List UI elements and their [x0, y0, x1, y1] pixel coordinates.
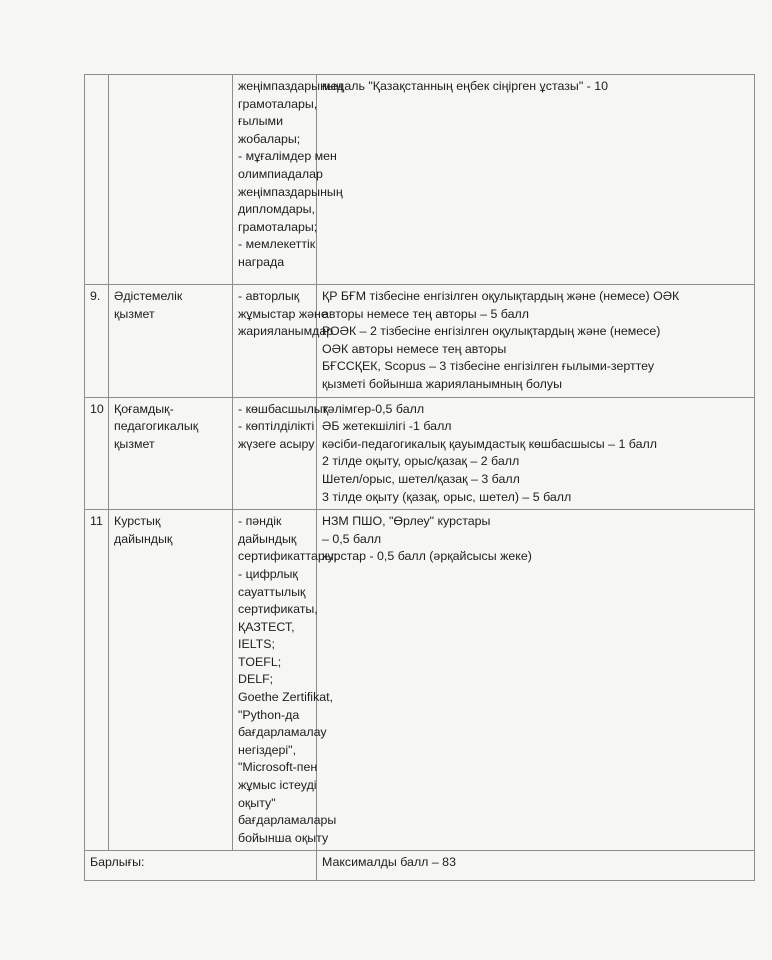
- scores-cell-line: ҚР БҒМ тізбесіне енгізілген оқулықтардың және (немесе) ОӘК: [322, 289, 680, 303]
- category-cell-line: Курстық: [114, 514, 161, 529]
- total-value: Максималды балл – 83: [317, 851, 755, 881]
- documents-cell-line: Goethe Zertifikat,: [238, 690, 334, 705]
- documents-cell-line: жұмыстар және: [238, 306, 328, 321]
- category-cell-line: Қоғамдық-: [114, 401, 174, 416]
- scores-cell-line: авторы немесе тең авторы – 5 балл: [322, 306, 529, 321]
- documents-cell-line: жеңімпаздарының: [238, 79, 343, 93]
- category-cell-line: Әдістемелік: [114, 289, 183, 303]
- documents-cell: [233, 397, 329, 510]
- documents-cell-line: сауаттылық: [238, 584, 306, 599]
- documents-cell-line: бағдарламалары: [238, 813, 337, 828]
- table-row: [85, 397, 755, 510]
- scores-cell-line: кәсіби-педагогикалық қауымдастық көшбасшысы – 1 балл: [322, 436, 657, 451]
- scores-cell-line: – 0,5 балл: [322, 531, 382, 546]
- category-cell-line: қызмет: [114, 436, 155, 451]
- documents-cell-line: жұмыс істеуді: [238, 778, 317, 793]
- documents-cell-line: - мұғалімдер мен: [238, 149, 337, 164]
- documents-cell-line: - пәндік: [238, 514, 282, 529]
- documents-cell-line: дайындық: [238, 531, 297, 546]
- documents-cell-line: дипломдары,: [238, 202, 315, 217]
- row-number: 11: [85, 510, 109, 851]
- scores-cell-line: Шетел/орыс, шетел/қазақ – 3 балл: [322, 471, 520, 486]
- scores-cell: [317, 510, 755, 851]
- documents-cell-line: грамоталары;: [238, 219, 318, 234]
- category-cell-line: дайындық: [114, 531, 173, 546]
- documents-cell-line: жобалары;: [238, 131, 301, 146]
- scores-cell-line: ӘБ жетекшілігі -1 балл: [322, 419, 452, 434]
- category-cell: [109, 510, 233, 851]
- documents-cell-line: жеңімпаздарының: [238, 184, 343, 199]
- documents-cell-line: "Python-да: [238, 707, 300, 722]
- documents-cell-line: - мемлекеттік: [238, 237, 316, 252]
- documents-cell-line: IELTS;: [238, 637, 275, 652]
- documents-cell: [233, 75, 343, 285]
- documents-cell: [233, 510, 338, 851]
- documents-cell-line: - цифрлық: [238, 566, 298, 581]
- documents-cell-line: ғылыми: [238, 114, 284, 129]
- scores-cell-line: НЗМ ПШО, "Өрлеу" курстары: [322, 514, 491, 529]
- documents-cell-line: оқыту": [238, 795, 276, 810]
- documents-cell-line: "Microsoft-пен: [238, 760, 318, 775]
- documents-cell-line: бағдарламалау: [238, 725, 327, 740]
- documents-cell-line: - көшбасшылық: [238, 401, 329, 416]
- scores-cell-line: 2 тілде оқыту, орыс/қазақ – 2 балл: [322, 454, 520, 469]
- scores-cell: [317, 285, 755, 398]
- scores-cell-line: ОӘК авторы немесе тең авторы: [322, 341, 507, 356]
- criteria-table: [84, 74, 755, 881]
- row-number: [85, 75, 109, 285]
- documents-cell-line: - авторлық: [238, 289, 300, 303]
- table-row: [85, 285, 755, 398]
- documents-cell-line: олимпиадалар: [238, 166, 323, 181]
- category-cell-line: қызмет: [114, 306, 155, 321]
- documents-cell-line: DELF;: [238, 672, 274, 687]
- documents-cell-line: ҚАЗТЕСТ,: [238, 619, 295, 634]
- total-label: Барлығы:: [85, 851, 317, 881]
- scores-cell-line: 3 тілде оқыту (қазақ, орыс, шетел) – 5 балл: [322, 489, 572, 504]
- scores-cell: [317, 75, 755, 285]
- documents-cell-line: - көптілділікті: [238, 419, 315, 434]
- row-number: 9.: [85, 285, 109, 398]
- category-cell: [109, 397, 233, 510]
- documents-cell-line: жарияланымдар: [238, 324, 334, 339]
- category-cell: [109, 75, 233, 285]
- documents-cell-line: сертификаты,: [238, 602, 318, 617]
- scores-cell-line: тәлімгер-0,5 балл: [322, 401, 425, 416]
- documents-cell-line: сертификаттары;: [238, 549, 338, 564]
- scores-cell: [317, 397, 755, 510]
- table-row: [85, 75, 755, 285]
- table-row: [85, 510, 755, 851]
- documents-cell-line: бойынша оқыту: [238, 830, 329, 845]
- documents-cell: [233, 285, 334, 398]
- scores-cell-line: РОӘК – 2 тізбесіне енгізілген оқулықтардың және (немесе): [322, 324, 661, 339]
- category-cell-line: педагогикалық: [114, 419, 199, 434]
- scores-cell-line: медаль "Қазақстанның еңбек сіңірген ұстазы" - 10: [322, 79, 609, 93]
- documents-cell-line: грамоталары,: [238, 96, 318, 111]
- documents-cell-line: негіздері",: [238, 742, 297, 757]
- documents-cell-line: TOEFL;: [238, 654, 282, 669]
- scores-cell-line: БҒССҚЕК, Scopus – 3 тізбесіне енгізілген ғылыми-зерттеу: [322, 359, 655, 374]
- total-row: [85, 851, 755, 881]
- documents-cell-line: жүзеге асыру: [238, 436, 315, 451]
- scores-cell-line: қызметі бойынша жарияланымның болуы: [322, 376, 562, 391]
- scores-cell-line: курстар - 0,5 балл (әрқайсысы жеке): [322, 549, 532, 564]
- row-number: 10: [85, 397, 109, 510]
- documents-cell-line: награда: [238, 254, 285, 269]
- category-cell: [109, 285, 233, 398]
